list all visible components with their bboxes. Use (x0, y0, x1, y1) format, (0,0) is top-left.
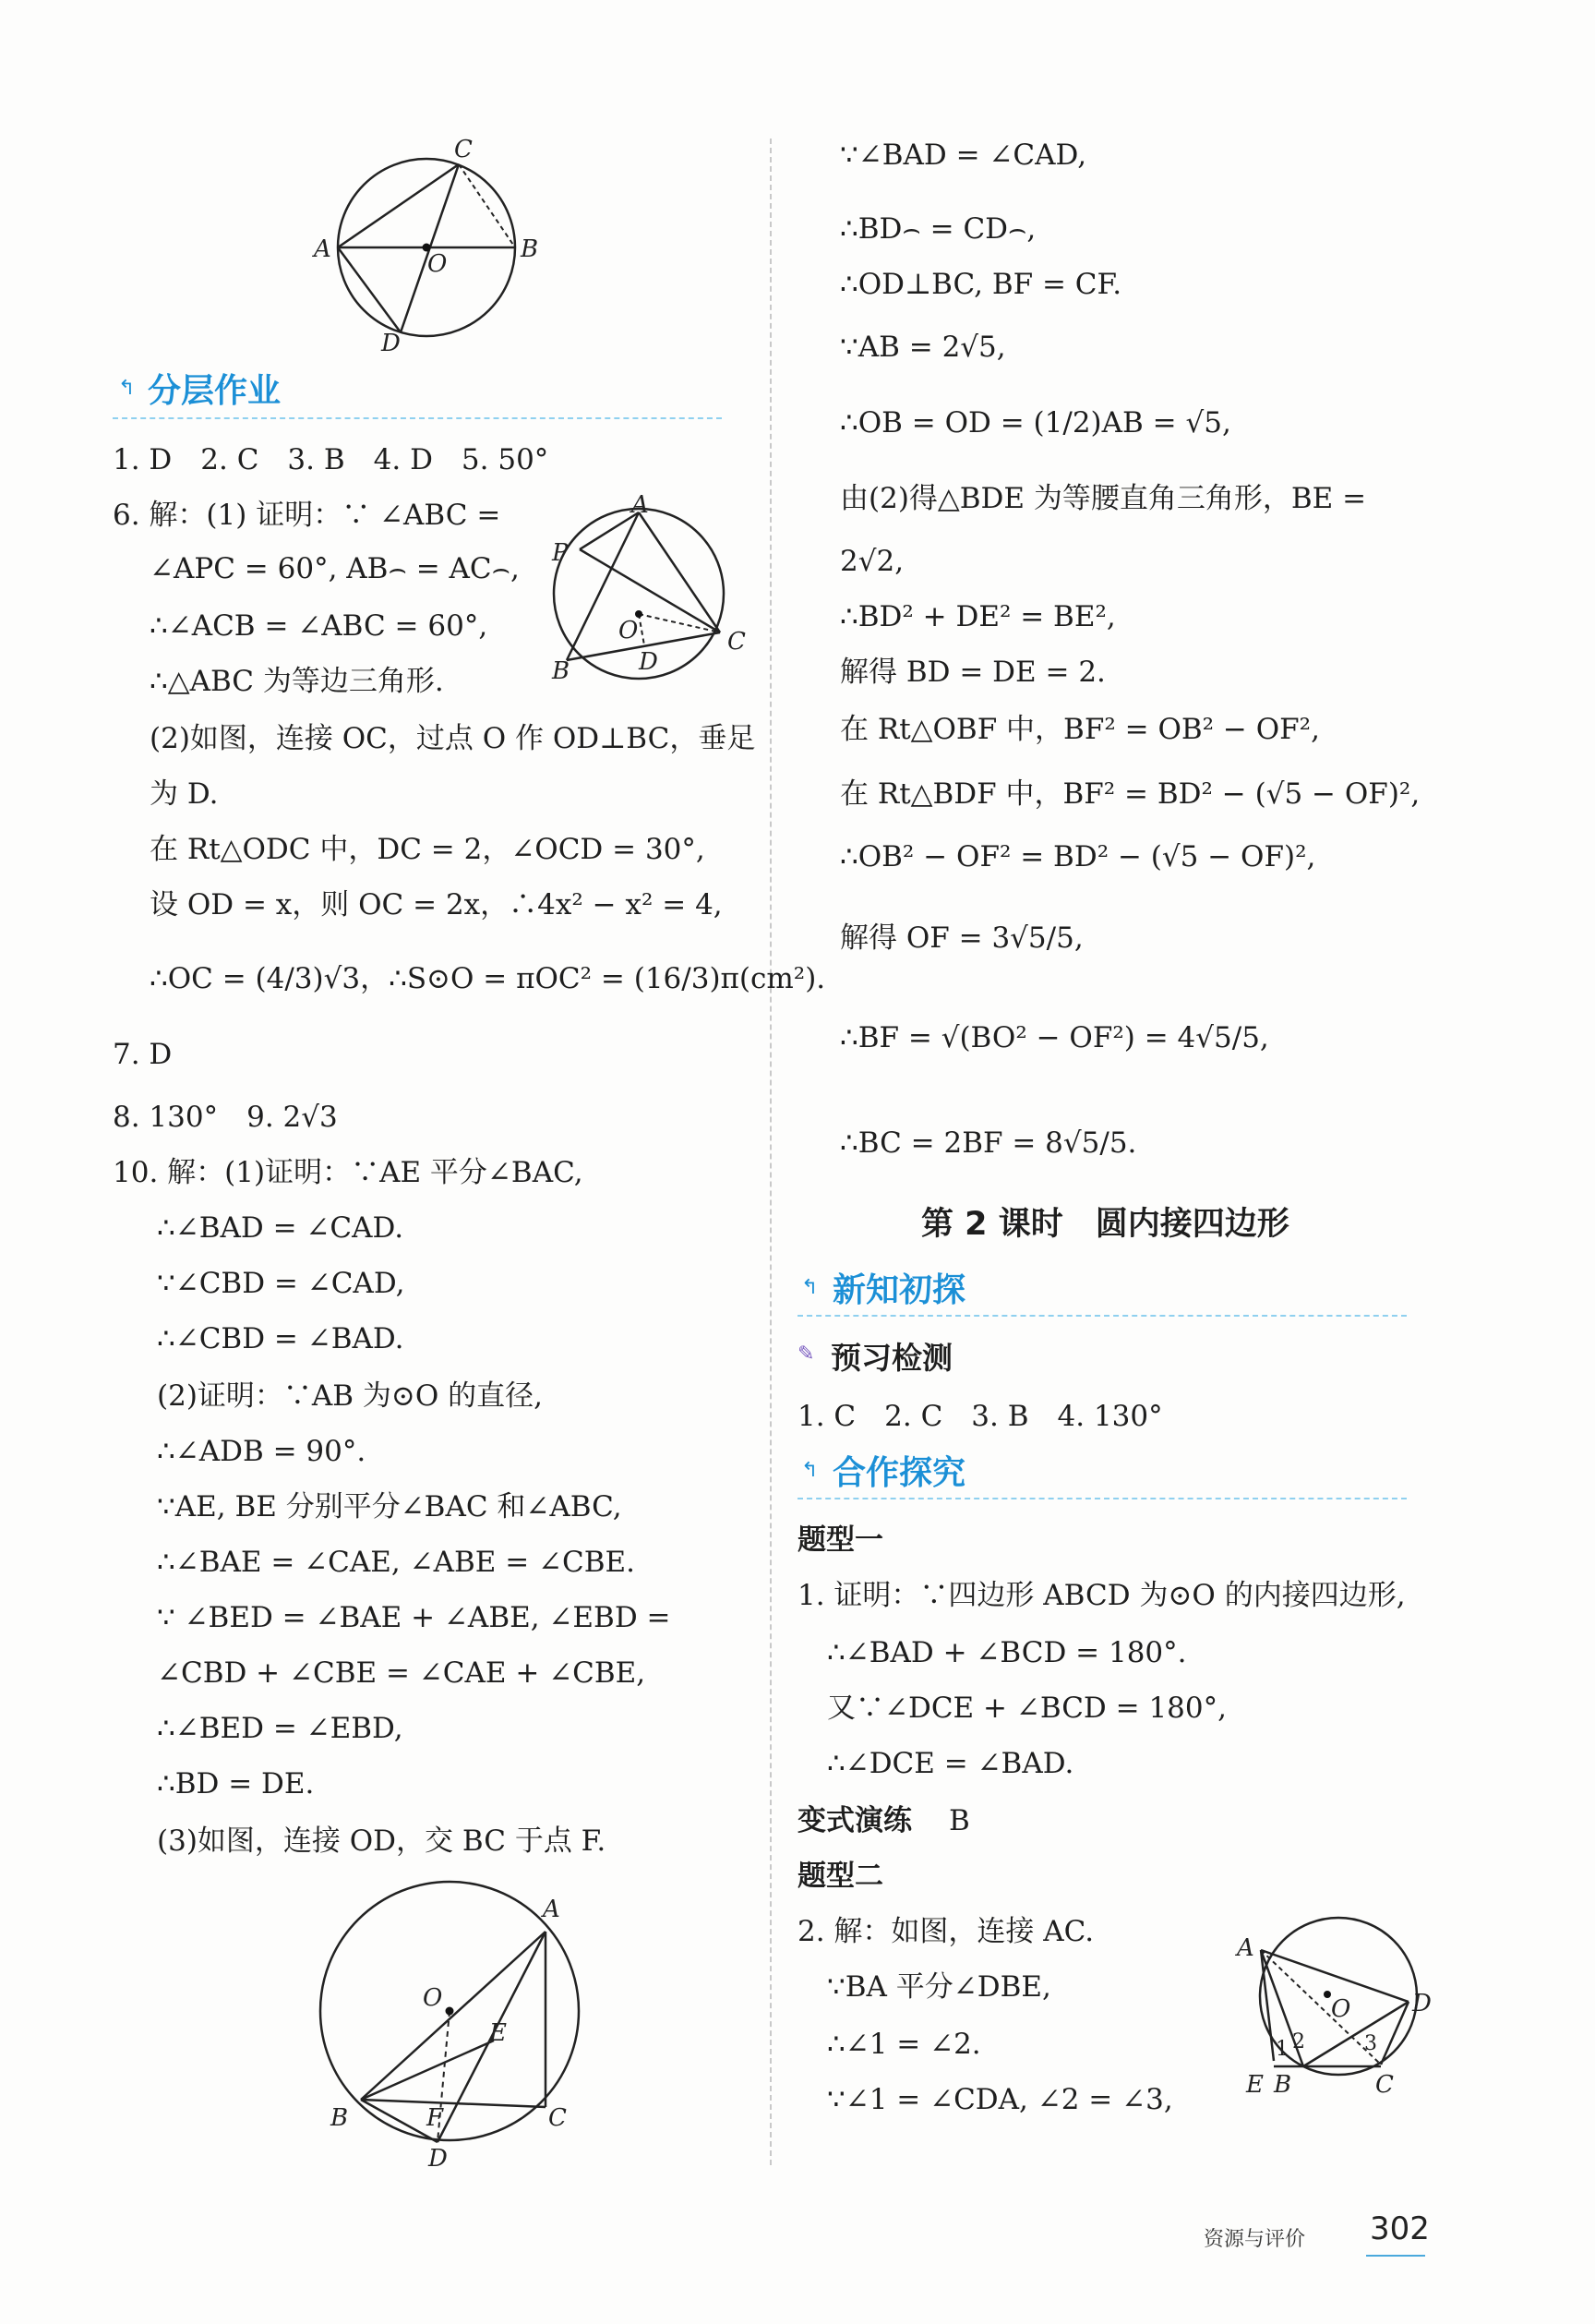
heading-rule (113, 417, 722, 419)
text-line: 解得 OF = 3√5/5, (840, 921, 1084, 955)
fig4-label-2: 2 (1292, 2030, 1305, 2053)
text-line: ∵AB = 2√5, (840, 331, 1006, 364)
fig4-label-e: E (1246, 2071, 1264, 2096)
fig4-label-b: B (1274, 2071, 1292, 2096)
text-line: ∵∠1 = ∠CDA, ∠2 = ∠3, (827, 2083, 1173, 2116)
text-line: ∴∠DCE = ∠BAD. (827, 1747, 1074, 1780)
fig3-label-o: O (423, 1984, 443, 2012)
fig3-label-e: E (489, 2019, 507, 2047)
figure-circle-problem-2 (1228, 1911, 1468, 2096)
heading-rule (798, 1315, 1407, 1317)
text-line: ∴BD = DE. (157, 1767, 315, 1800)
fig2-label-c: C (727, 628, 746, 656)
text-line: ∴∠1 = ∠2. (827, 2028, 981, 2061)
text-line: 1. D 2. C 3. B 4. D 5. 50° (113, 443, 549, 476)
text-line: 设 OD = x，则 OC = 2x，∴4x² − x² = 4, (150, 888, 723, 921)
lesson-title: 第 2 课时 圆内接四边形 (921, 1206, 1289, 1243)
text-line: ∴∠BED = ∠EBD, (157, 1712, 403, 1745)
text-line: ∠CBD + ∠CBE = ∠CAE + ∠CBE, (157, 1656, 646, 1690)
text-line: ∵∠CBD = ∠CAD, (157, 1267, 405, 1300)
column-divider (770, 138, 772, 2165)
page-number: 302 (1370, 2210, 1430, 2247)
text-line: 解得 BD = DE = 2. (840, 656, 1106, 689)
fig4-label-c: C (1375, 2071, 1394, 2096)
text-line: 又∵∠DCE + ∠BCD = 180°, (827, 1692, 1227, 1725)
fig3-label-d: D (428, 2145, 448, 2170)
fig4-label-1: 1 (1276, 2038, 1289, 2061)
text-line: 在 Rt△OBF 中，BF² = OB² − OF², (840, 713, 1320, 746)
text-line: 由(2)得△BDE 为等腰直角三角形，BE = (840, 482, 1367, 515)
fig4-label-a: A (1237, 1934, 1254, 1962)
text-line: ∴OB = OD = (1/2)AB = √5, (840, 406, 1231, 440)
fig2-label-b: B (552, 657, 570, 685)
text-line: 在 Rt△ODC 中，DC = 2，∠OCD = 30°, (150, 833, 705, 866)
text-line: ∴△ABC 为等边三角形. (150, 665, 444, 698)
text-line: (3)如图，连接 OD，交 BC 于点 F. (157, 1824, 606, 1858)
heading-new-knowledge: 新知初探 (833, 1271, 966, 1309)
text-line: 2. 解：如图，连接 AC. (798, 1915, 1095, 1948)
bookmark-icon: ↰ (801, 1276, 819, 1299)
text-line: ∵ ∠BED = ∠BAE + ∠ABE, ∠EBD = (157, 1601, 671, 1634)
text-line: ∴BF = √(BO² − OF²) = 4√5/5, (840, 1021, 1269, 1054)
text-line: ∴BD² + DE² = BE², (840, 600, 1116, 633)
text-line: ∴OC = (4/3)√3，∴S⊙O = πOC² = (16/3)π(cm²). (150, 962, 826, 995)
text-line: ∴∠BAD = ∠CAD. (157, 1211, 404, 1245)
fig2-label-d: D (639, 648, 658, 676)
preview-answers: 1. C 2. C 3. B 4. 130° (798, 1400, 1163, 1433)
text-line: ∴OB² − OF² = BD² − (√5 − OF)², (840, 840, 1316, 873)
fig1-label-d: D (381, 330, 401, 357)
text-line: 10. 解：(1)证明：∵AE 平分∠BAC, (113, 1156, 583, 1189)
fig1-label-a: A (314, 235, 331, 263)
text-line: ∴∠CBD = ∠BAD. (157, 1322, 404, 1355)
text-line: ∠APC = 60°, AB⌢ = AC⌢, (150, 552, 520, 585)
text-line: ∵∠BAD = ∠CAD, (840, 138, 1087, 172)
type1-label: 题型一 (798, 1523, 883, 1557)
text-line: ∵BA 平分∠DBE, (827, 1970, 1051, 2004)
heading-layered-homework: 分层作业 (148, 372, 282, 410)
figure-circle-apc (535, 494, 757, 692)
text-line: ∵AE, BE 分别平分∠BAC 和∠ABC, (157, 1490, 622, 1523)
heading-rule (798, 1498, 1407, 1499)
fig3-label-f: F (426, 2104, 444, 2132)
fig3-label-c: C (548, 2104, 567, 2132)
text-line: ∴OD⊥BC, BF = CF. (840, 268, 1122, 301)
fig2-label-a: A (631, 494, 649, 519)
text-line: 2√2, (840, 545, 905, 578)
text-line: 8. 130° 9. 2√3 (113, 1101, 338, 1134)
fig1-label-b: B (521, 235, 539, 263)
page-number-underline (1366, 2255, 1425, 2257)
text-line: 为 D. (150, 777, 219, 811)
text-line: (2)证明：∵AB 为⊙O 的直径, (157, 1379, 544, 1413)
fig3-label-a: A (543, 1896, 560, 1923)
fig1-label-o: O (427, 250, 448, 278)
fig1-label-c: C (454, 136, 473, 163)
type2-label: 题型二 (798, 1860, 883, 1893)
figure-circle-problem-10 (305, 1865, 600, 2170)
text-line: ∴∠BAD + ∠BCD = 180°. (827, 1636, 1187, 1669)
variant-label: 变式演练 (798, 1804, 912, 1837)
bookmark-icon: ↰ (118, 377, 136, 400)
subhead-preview-check: 预习检测 (831, 1340, 953, 1376)
text-line: ∴BC = 2BF = 8√5/5. (840, 1126, 1137, 1160)
text-line: 1. 证明：∵四边形 ABCD 为⊙O 的内接四边形, (798, 1579, 1406, 1612)
variant-answer: B (949, 1804, 970, 1837)
fig2-label-o: O (618, 617, 639, 644)
fig3-label-b: B (330, 2104, 349, 2132)
text-line: ∴∠BAE = ∠CAE, ∠ABE = ∠CBE. (157, 1546, 636, 1579)
figure-circle-abcd-1 (305, 129, 563, 369)
text-line: ∴∠ADB = 90°. (157, 1435, 366, 1468)
text-line: ∴∠ACB = ∠ABC = 60°, (150, 609, 488, 643)
fig2-label-p: P (552, 539, 569, 567)
footer-book-title: 资源与评价 (1204, 2228, 1306, 2251)
text-line: 6. 解：(1) 证明：∵ ∠ABC = (113, 499, 501, 532)
fig4-label-o: O (1331, 1995, 1351, 2023)
text-line: 7. D (113, 1038, 173, 1071)
heading-cooperative-inquiry: 合作探究 (833, 1454, 966, 1492)
text-line: ∴BD⌢ = CD⌢, (840, 212, 1037, 246)
pencil-icon: ✎ (798, 1343, 815, 1366)
fig4-label-3: 3 (1364, 2032, 1377, 2055)
text-line: (2)如图，连接 OC，过点 O 作 OD⊥BC，垂足 (150, 722, 756, 755)
fig4-label-d: D (1412, 1990, 1432, 2017)
text-line: 在 Rt△BDF 中，BF² = BD² − (√5 − OF)², (840, 777, 1421, 811)
bookmark-icon: ↰ (801, 1459, 819, 1482)
